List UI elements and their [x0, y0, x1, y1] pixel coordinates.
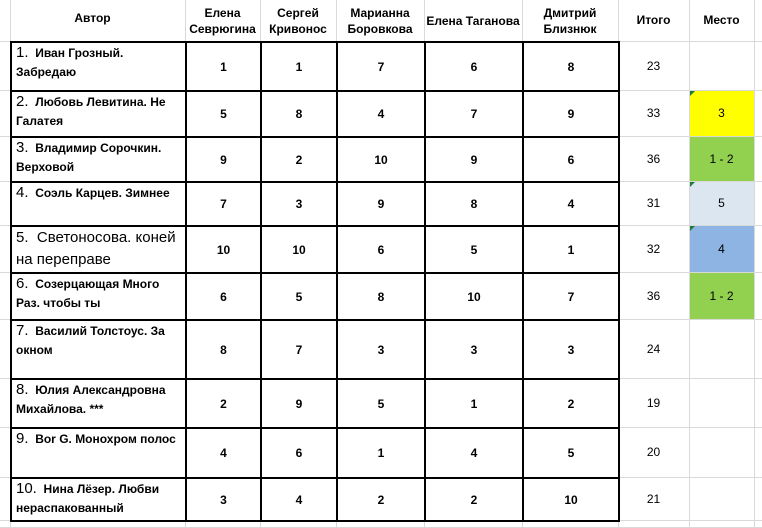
author-title: Bor G. Монохром полос: [35, 432, 176, 446]
score-cell[interactable]: 8: [567, 59, 575, 74]
score-cell[interactable]: 4: [470, 446, 478, 460]
score-cell[interactable]: 6: [470, 59, 478, 74]
comment-indicator-icon: [690, 226, 695, 231]
author-cell[interactable]: [12, 43, 183, 90]
total-cell[interactable]: 36: [646, 288, 661, 303]
row-number: 4.: [16, 184, 29, 201]
score-cell[interactable]: 3: [567, 342, 575, 357]
column-header-judge1[interactable]: Елена Севрюгина: [189, 5, 256, 36]
total-cell[interactable]: 19: [646, 395, 661, 410]
column-header-place[interactable]: Место: [703, 13, 740, 27]
place-cell[interactable]: [689, 427, 754, 477]
place-cell[interactable]: 1 - 2: [709, 151, 734, 166]
score-cell[interactable]: 10: [374, 152, 388, 167]
author-cell[interactable]: [12, 92, 183, 136]
author-title: Созерцающая Много Раз. чтобы ты: [16, 277, 160, 310]
author-title: Юлия Александровна Михайлова. ***: [16, 383, 166, 416]
row-number: 8.: [16, 381, 29, 398]
score-cell[interactable]: 10: [564, 492, 578, 507]
score-cell[interactable]: 4: [567, 197, 575, 211]
author-cell[interactable]: [12, 321, 183, 378]
score-cell[interactable]: 5: [470, 242, 478, 257]
score-cell[interactable]: 6: [295, 446, 303, 460]
score-cell[interactable]: 6: [377, 242, 385, 257]
score-cell[interactable]: 8: [220, 342, 227, 357]
place-cell[interactable]: 1 - 2: [709, 288, 734, 303]
total-cell[interactable]: 32: [646, 241, 661, 256]
score-cell[interactable]: 4: [377, 107, 385, 121]
score-cell[interactable]: 1: [567, 242, 575, 257]
column-header-judge5[interactable]: Дмитрий Близнюк: [543, 5, 597, 36]
row-number: 2.: [16, 93, 29, 110]
score-cell[interactable]: 10: [216, 242, 231, 257]
author-title: Светоносова. коней на переправе: [16, 229, 176, 268]
score-cell[interactable]: 6: [567, 152, 575, 167]
total-cell[interactable]: 33: [646, 106, 661, 120]
column-header-total[interactable]: Итого: [636, 13, 671, 27]
author-title: Иван Грозный. Забредаю: [16, 46, 124, 79]
column-header-author[interactable]: Автор: [74, 11, 111, 25]
total-cell[interactable]: 20: [646, 445, 661, 459]
score-cell[interactable]: 9: [220, 152, 227, 167]
score-cell[interactable]: 5: [220, 107, 227, 121]
row-number: 5.: [16, 229, 29, 246]
score-cell[interactable]: 4: [295, 492, 303, 507]
comment-indicator-icon: [690, 91, 695, 96]
score-cell[interactable]: 8: [470, 197, 478, 211]
total-cell[interactable]: 23: [646, 58, 661, 73]
score-cell[interactable]: 2: [220, 396, 227, 411]
author-cell[interactable]: [12, 429, 183, 477]
total-cell[interactable]: 21: [646, 491, 661, 506]
place-cell[interactable]: 4: [718, 241, 725, 256]
score-cell[interactable]: 10: [292, 242, 306, 257]
place-cell[interactable]: [689, 41, 754, 90]
row-number: 3.: [16, 139, 29, 156]
score-cell[interactable]: 7: [295, 342, 303, 357]
score-cell[interactable]: 9: [470, 152, 478, 167]
author-cell[interactable]: [12, 380, 183, 427]
score-cell[interactable]: 5: [377, 396, 385, 411]
score-cell[interactable]: 2: [377, 492, 385, 507]
score-cell[interactable]: 1: [470, 396, 478, 411]
score-cell[interactable]: 3: [220, 492, 227, 507]
score-cell[interactable]: 1: [295, 59, 303, 74]
place-cell[interactable]: [689, 319, 754, 378]
column-header-judge3[interactable]: Марианна Боровкова: [347, 5, 413, 36]
score-cell[interactable]: 9: [567, 107, 575, 121]
place-cell[interactable]: [689, 477, 754, 520]
place-cell[interactable]: 3: [718, 106, 725, 120]
column-header-judge4[interactable]: Елена Таганова: [426, 13, 520, 28]
score-cell[interactable]: 5: [567, 446, 575, 460]
score-cell[interactable]: 7: [470, 107, 478, 121]
score-cell[interactable]: 7: [220, 197, 227, 211]
gridline: [754, 0, 755, 527]
row-number: 1.: [16, 44, 29, 61]
place-cell[interactable]: [689, 378, 754, 427]
author-title: Соэль Карцев. Зимнее: [35, 186, 170, 200]
score-cell[interactable]: 9: [377, 197, 385, 211]
score-cell[interactable]: 4: [220, 446, 227, 460]
score-cell[interactable]: 9: [295, 396, 303, 411]
total-cell[interactable]: 24: [646, 341, 661, 356]
score-cell[interactable]: 2: [567, 396, 575, 411]
row-number: 7.: [16, 322, 29, 339]
cell-border: [10, 520, 620, 522]
author-title: Любовь Левитина. Не Галатея: [16, 95, 166, 128]
author-title: Нина Лёзер. Любви нераспакованный: [16, 482, 160, 515]
score-cell[interactable]: 7: [377, 59, 385, 74]
row-number: 9.: [16, 430, 29, 447]
comment-indicator-icon: [690, 182, 695, 187]
score-cell[interactable]: 8: [295, 107, 303, 121]
score-cell[interactable]: 8: [377, 289, 385, 304]
author-title: Василий Толстоус. За окном: [16, 324, 165, 357]
author-cell[interactable]: [12, 227, 183, 272]
score-cell[interactable]: 10: [467, 289, 481, 304]
score-cell[interactable]: 3: [377, 342, 385, 357]
row-number: 10.: [16, 480, 37, 497]
score-cell[interactable]: 1: [377, 446, 385, 460]
author-title: Владимир Сорочкин. Верховой: [16, 141, 162, 174]
total-cell[interactable]: 31: [646, 196, 661, 210]
author-cell[interactable]: [12, 138, 183, 181]
score-cell[interactable]: 1: [220, 59, 227, 74]
author-cell[interactable]: [12, 479, 183, 520]
author-cell[interactable]: [12, 274, 183, 319]
score-cell[interactable]: 5: [295, 289, 303, 304]
total-cell[interactable]: 36: [646, 151, 661, 166]
column-header-judge2[interactable]: Сергей Кривонос: [269, 5, 327, 36]
score-cell[interactable]: 7: [567, 289, 575, 304]
author-cell[interactable]: [12, 183, 183, 225]
score-cell[interactable]: 3: [470, 342, 478, 357]
place-cell[interactable]: 5: [718, 196, 725, 210]
score-cell[interactable]: 6: [220, 289, 227, 304]
row-number: 6.: [16, 275, 29, 292]
score-cell[interactable]: 2: [295, 152, 303, 167]
score-cell[interactable]: 3: [295, 197, 303, 211]
score-cell[interactable]: 2: [470, 492, 478, 507]
